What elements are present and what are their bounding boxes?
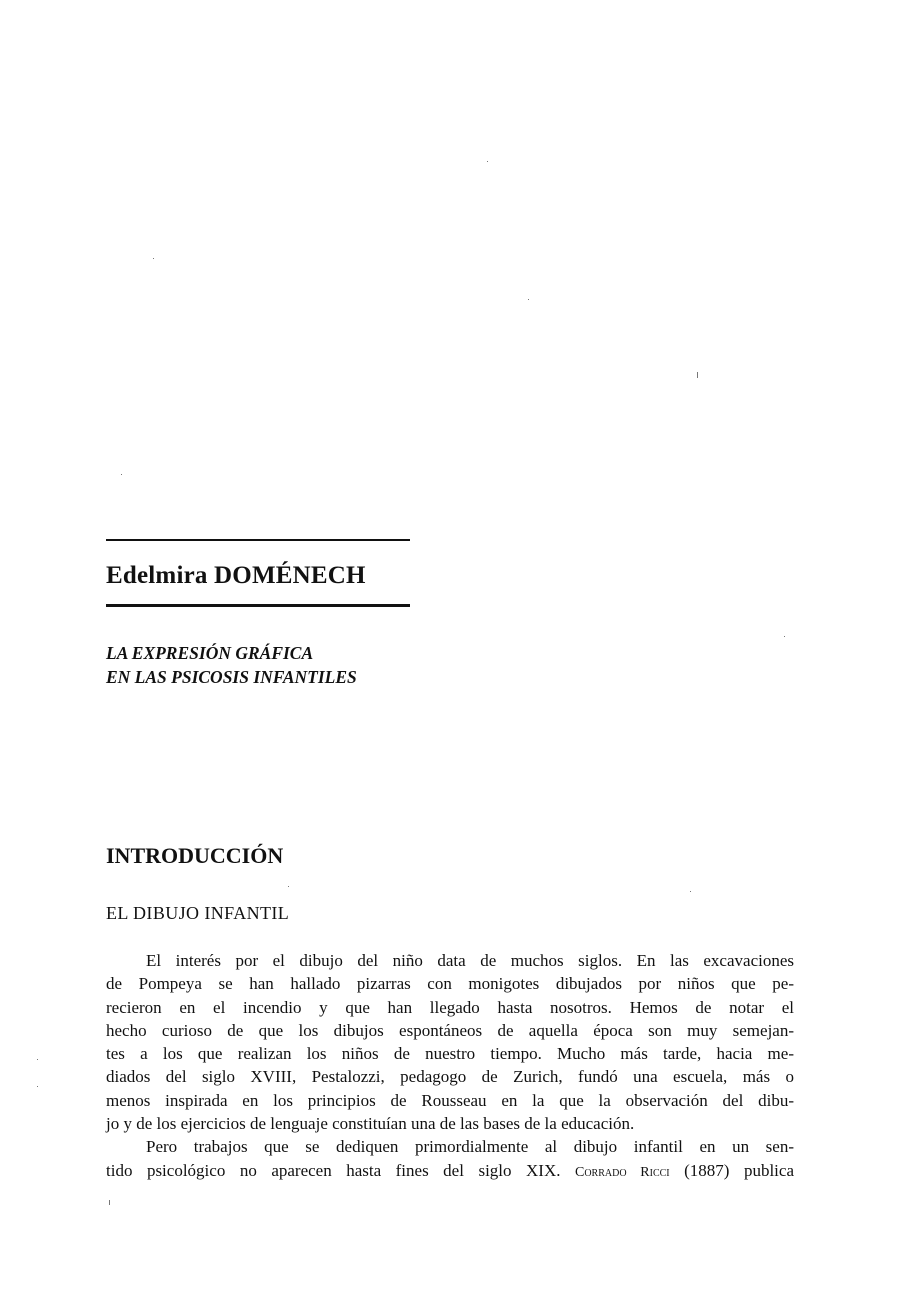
bottom-rule <box>106 604 410 607</box>
paragraph-1-line-6: diados del siglo XVIII, Pestalozzi, pedagogo de Zurich, fundó una escuela, más o <box>106 1067 794 1087</box>
scan-speck <box>288 886 289 887</box>
scan-speck <box>121 474 122 475</box>
subsection-heading: EL DIBUJO INFANTIL <box>106 903 290 923</box>
section-heading: INTRODUCCIÓN <box>106 843 284 868</box>
paragraph-1-line-8: jo y de los ejercicios de lenguaje constituían una de las bases de la educación. <box>106 1114 635 1134</box>
scan-speck <box>153 258 154 259</box>
paragraph-2-line-2-tail: (1887) publica <box>669 1160 794 1180</box>
paragraph-1-line-4: hecho curioso de que los dibujos espontáneos de aquella época son muy semejan- <box>106 1020 794 1040</box>
article-title <box>106 641 357 689</box>
scan-speck <box>784 636 785 637</box>
paragraph-2-line-2 <box>106 1159 794 1182</box>
scan-speck <box>37 1059 38 1060</box>
scan-speck <box>109 1200 110 1205</box>
scan-speck <box>690 891 691 892</box>
author-name: Edelmira DOMÉNECH <box>106 562 366 589</box>
cited-author-name: Corrado Ricci <box>574 1164 670 1180</box>
scan-speck <box>487 161 488 162</box>
scan-speck <box>697 372 698 378</box>
paragraph-2-line-2-text: tido psicológico no aparecen hasta fines del siglo XIX. <box>106 1160 575 1180</box>
paragraph-1-line-2: de Pompeya se han hallado pizarras con monigotes dibujados por niños que pe- <box>106 974 794 994</box>
paragraph-1-line-5: tes a los que realizan los niños de nuestro tiempo. Mucho más tarde, hacia me- <box>106 1044 794 1064</box>
top-rule <box>106 539 410 541</box>
paragraph-1-line-1: El interés por el dibujo del niño data de muchos siglos. En las excavaciones <box>146 951 794 970</box>
article-title-line-1: LA EXPRESIÓN GRÁFICA <box>106 643 314 663</box>
article-title-line-2: EN LAS PSICOSIS INFANTILES <box>106 667 357 687</box>
paragraph-1-line-7: menos inspirada en los principios de Rousseau en la que la observación del dibu- <box>106 1090 794 1110</box>
scan-speck <box>37 1086 38 1087</box>
scan-speck <box>528 299 529 300</box>
paragraph-1-line-3: recieron en el incendio y que han llegado hasta nosotros. Hemos de notar el <box>106 997 794 1017</box>
body-text <box>106 949 794 1182</box>
paragraph-2-line-1: Pero trabajos que se dediquen primordialmente al dibujo infantil en un sen- <box>146 1137 794 1157</box>
